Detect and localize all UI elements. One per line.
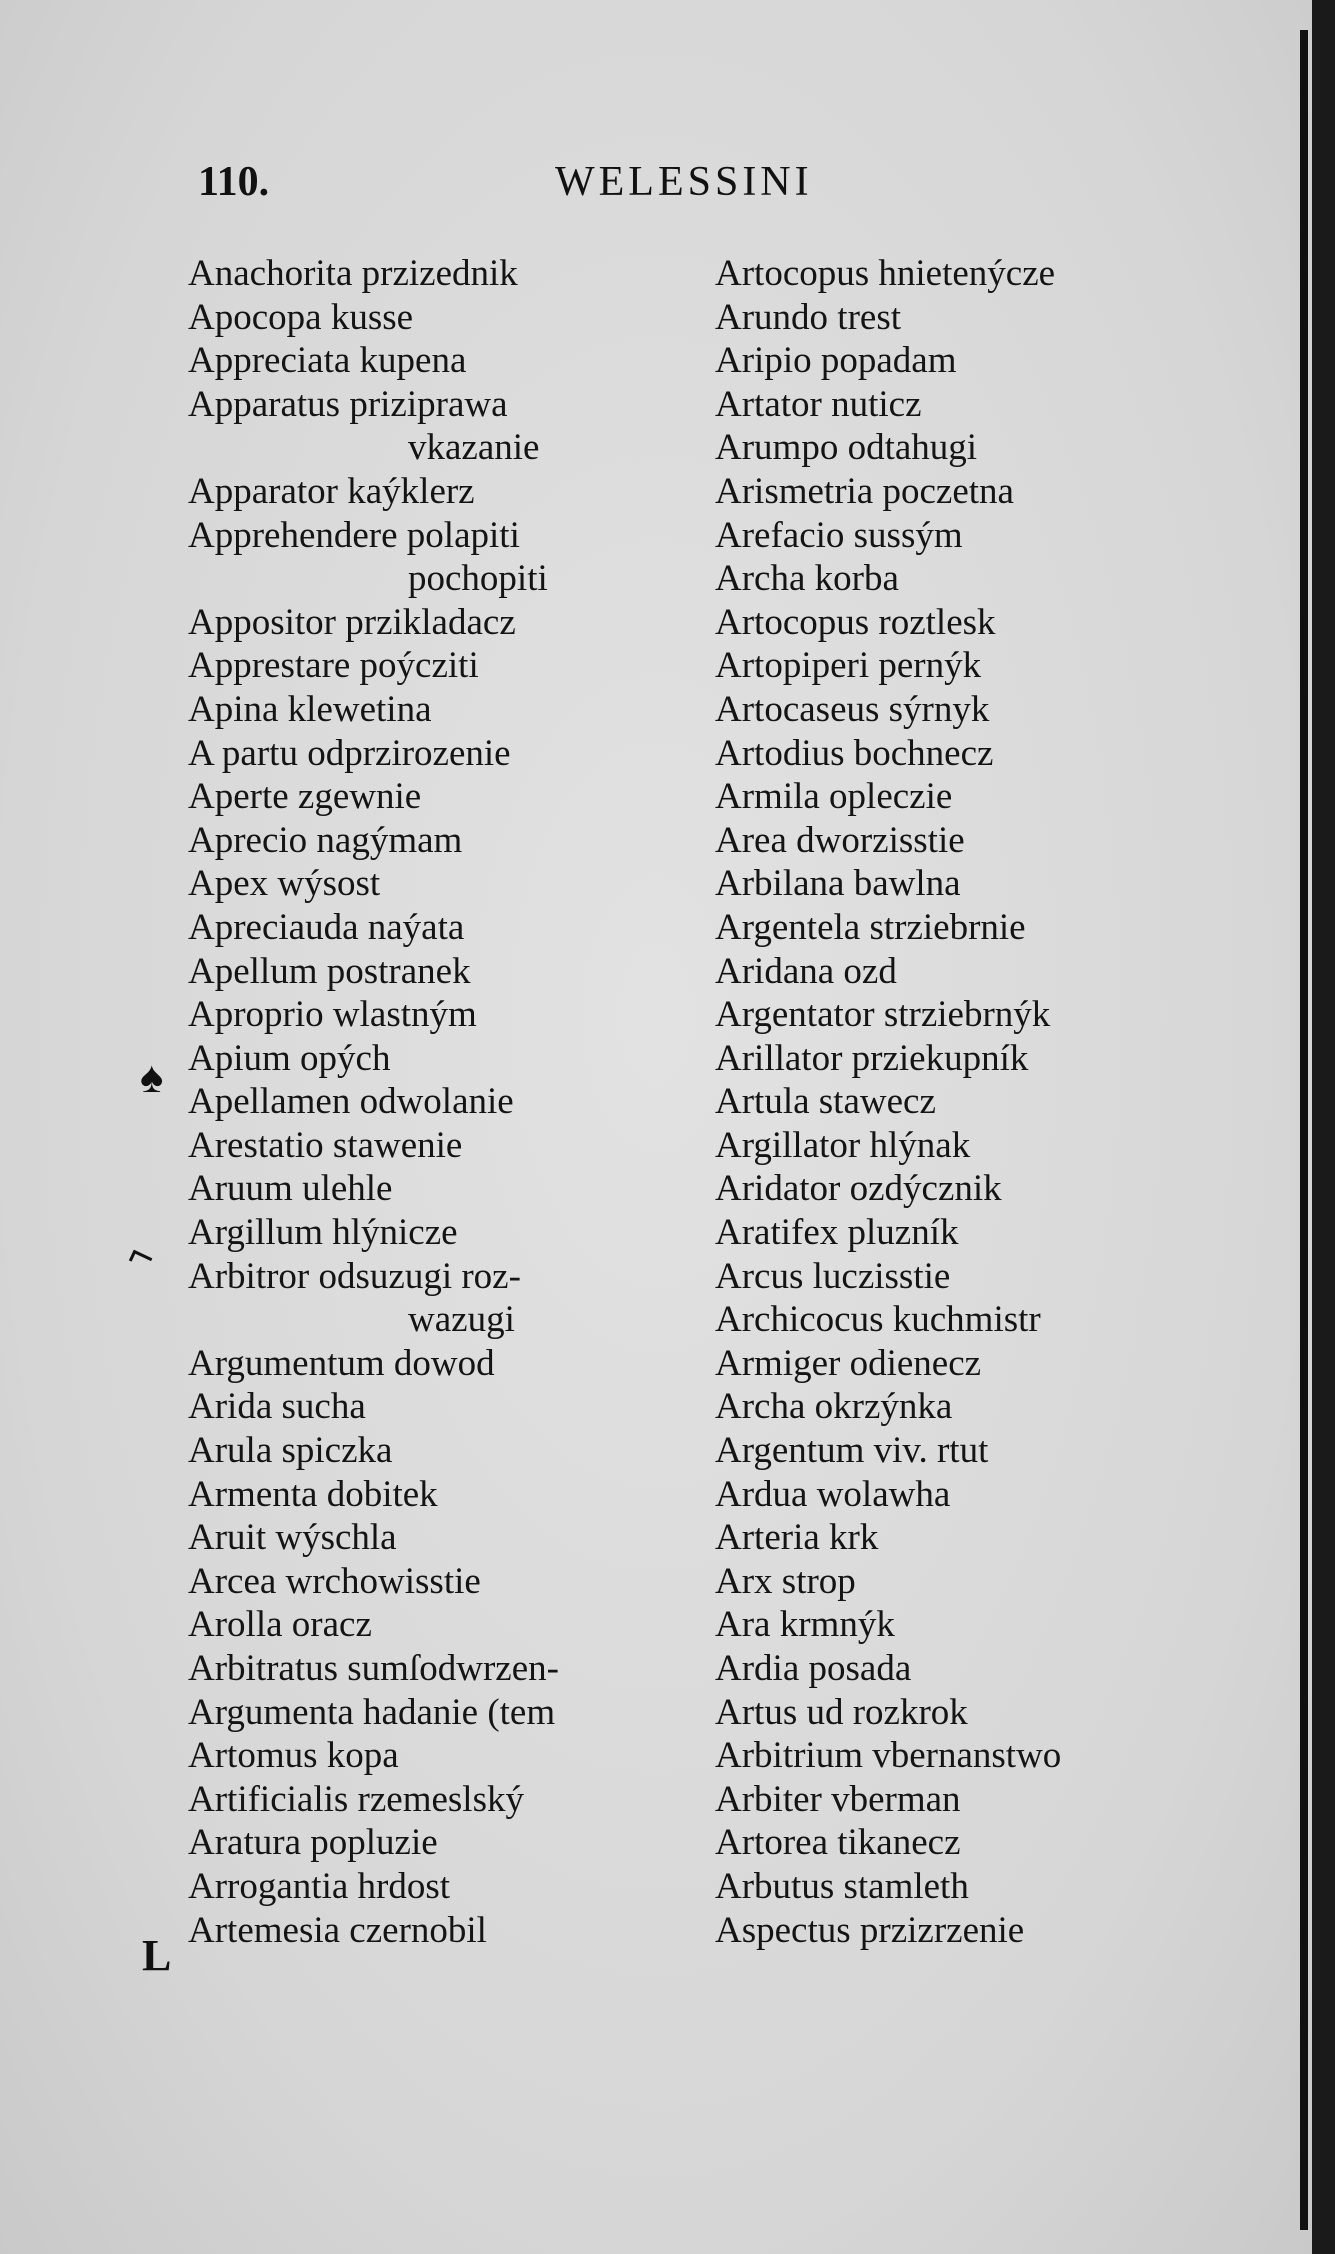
dictionary-entry: Arida sucha	[188, 1386, 366, 1428]
dictionary-entry: Arolla oracz	[188, 1604, 372, 1646]
dictionary-entry: Appreciata kupena	[188, 340, 467, 382]
dictionary-entry: Apparator kaýklerz	[188, 470, 475, 512]
right-column	[715, 252, 1275, 1952]
dictionary-entry: Arrogantia hrdost	[188, 1865, 451, 1907]
margin-mark-icon: L	[142, 1931, 172, 1980]
running-head: WELESSINI	[555, 159, 813, 205]
dictionary-entry: Artula stawecz	[715, 1081, 936, 1123]
dictionary-entry: Argentator strziebrnýk	[715, 994, 1051, 1036]
dictionary-entry: Ardia posada	[715, 1648, 912, 1689]
dictionary-entry: Archicocus kuchmistr	[715, 1299, 1041, 1341]
dictionary-entry: vkazanie	[408, 427, 540, 469]
dictionary-entry: Aridator ozdýcznik	[715, 1168, 1002, 1210]
left-column	[188, 252, 688, 1952]
dictionary-entry: Arbitratus sumſodwrzen-	[188, 1648, 559, 1689]
dictionary-entry: Arcea wrchowisstie	[188, 1560, 481, 1602]
dictionary-entry: Argentum viv. rtut	[715, 1430, 989, 1472]
dictionary-entry: Anachorita przizednik	[188, 253, 518, 294]
dictionary-entry: Aratura popluzie	[188, 1822, 438, 1864]
dictionary-entry: Artus ud rozkrok	[715, 1691, 968, 1733]
margin-mark-icon: ⌐	[120, 1227, 165, 1284]
dictionary-entry: A partu odprzirozenie	[188, 732, 511, 774]
dictionary-entry: Aruum ulehle	[188, 1168, 393, 1210]
dictionary-entry: Apex wýsost	[188, 863, 381, 905]
dictionary-entry: Artocopus hnietenýcze	[715, 253, 1056, 294]
dictionary-entry: Arestatio stawenie	[188, 1124, 463, 1166]
dictionary-entry: Artocaseus sýrnyk	[715, 688, 990, 730]
dictionary-entry: Arcus luczisstie	[715, 1255, 951, 1297]
dictionary-entry: Arbilana bawlna	[715, 863, 961, 905]
dictionary-entry: Arbutus stamleth	[715, 1865, 969, 1907]
dictionary-entry: Aridana ozd	[715, 950, 897, 992]
dictionary-entry: Argillum hlýnicze	[188, 1212, 458, 1254]
margin-mark-icon: ♠	[140, 1053, 164, 1102]
dictionary-entry: Arefacio sussým	[715, 514, 963, 556]
dictionary-entry: Archa korba	[715, 558, 899, 600]
dictionary-entry: Apium opých	[188, 1037, 391, 1079]
dictionary-entry: Ara krmnýk	[715, 1604, 895, 1646]
dictionary-entry: pochopiti	[408, 558, 548, 600]
dictionary-entry: Argentela strziebrnie	[715, 906, 1026, 948]
dictionary-entry: Apellum postranek	[188, 950, 471, 992]
dictionary-entry: Armiger odienecz	[715, 1342, 982, 1384]
dictionary-entry: wazugi	[408, 1299, 515, 1341]
dictionary-entry: Ardua wolawha	[715, 1473, 951, 1515]
dictionary-entry: Aratifex pluzník	[715, 1212, 959, 1254]
dictionary-entry: Area dworzisstie	[715, 819, 965, 861]
dictionary-entry: Arteria krk	[715, 1517, 879, 1559]
dictionary-entry: Apocopa kusse	[188, 296, 414, 338]
dictionary-entry: Artodius bochnecz	[715, 732, 994, 774]
dictionary-entry: Aruit wýschla	[188, 1517, 397, 1559]
page-edge-shadow	[1300, 30, 1308, 2230]
dictionary-entry: Artator nuticz	[715, 383, 922, 425]
page-header	[0, 158, 1312, 218]
dictionary-entry: Aproprio wlastným	[188, 994, 477, 1036]
page-number: 110.	[198, 159, 270, 205]
dictionary-entry: Arx strop	[715, 1560, 856, 1602]
dictionary-entry: Appositor przikladacz	[188, 601, 516, 643]
dictionary-entry: Arbitror odsuzugi roz-	[188, 1255, 521, 1297]
dictionary-entry: Artificialis rzemeslský	[188, 1778, 524, 1820]
dictionary-entry: Arbitrium vbernanstwo	[715, 1735, 1062, 1777]
dictionary-entry: Artomus kopa	[188, 1735, 399, 1777]
dictionary-entry: Apina klewetina	[188, 688, 432, 730]
dictionary-entry: Arula spiczka	[188, 1430, 393, 1472]
dictionary-entry: Apreciauda naýata	[188, 906, 465, 948]
dictionary-entry: Argumentum dowod	[188, 1342, 495, 1384]
dictionary-entry: Aripio popadam	[715, 340, 957, 382]
dictionary-entry: Arumpo odtahugi	[715, 427, 978, 469]
dictionary-entry: Arillator prziekupník	[715, 1037, 1029, 1079]
dictionary-entry: Artemesia czernobil	[188, 1909, 487, 1951]
dictionary-entry: Armenta dobitek	[188, 1473, 438, 1515]
dictionary-entry: Apellamen odwolanie	[188, 1081, 514, 1123]
dictionary-entry: Apprestare poýcziti	[188, 645, 479, 687]
dictionary-entry: Aspectus przizrzenie	[715, 1909, 1025, 1951]
dictionary-entry: Arbiter vberman	[715, 1778, 961, 1820]
dictionary-entry: Arismetria poczetna	[715, 470, 1014, 512]
dictionary-entry: Apparatus priziprawa	[188, 383, 508, 425]
dictionary-entry: Argillator hlýnak	[715, 1124, 971, 1166]
dictionary-entry: Armila opleczie	[715, 776, 953, 818]
dictionary-entry: Artopiperi pernýk	[715, 645, 982, 687]
dictionary-entry: Archa okrzýnka	[715, 1386, 953, 1428]
dictionary-entry: Aprecio nagýmam	[188, 819, 463, 861]
dictionary-entry: Apprehendere polapiti	[188, 514, 520, 556]
dictionary-entry: Arundo trest	[715, 296, 901, 338]
dictionary-entry: Aperte zgewnie	[188, 776, 422, 818]
dictionary-entry: Artorea tikanecz	[715, 1822, 961, 1864]
dictionary-entry: Artocopus roztlesk	[715, 601, 996, 643]
dictionary-entry: Argumenta hadanie (tem	[188, 1691, 556, 1733]
